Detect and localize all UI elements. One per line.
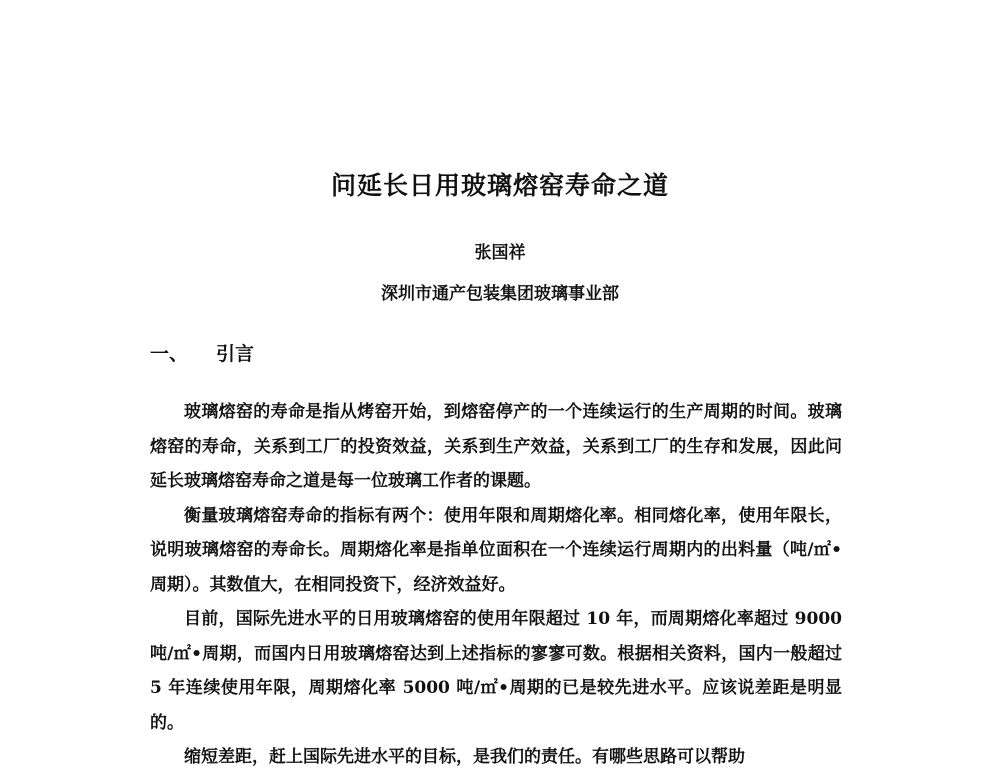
- section-heading: [150, 339, 254, 366]
- paragraph: 衡量玻璃熔窑寿命的指标有两个：使用年限和周期熔化率。相同熔化率，使用年限长，说明玻璃熔窑的寿命长。周期熔化率是指单位面积在一个连续运行周期内的出料量（吨/㎡•周期）。其数值大，在相同投资下，经济效益好。: [150, 505, 842, 595]
- body-text: [150, 395, 842, 775]
- author-affiliation: 深圳市通产包装集团玻璃事业部: [381, 284, 619, 304]
- section-number: 一、: [150, 343, 189, 365]
- paragraph: 玻璃熔窑的寿命是指从烤窑开始，到熔窑停产的一个连续运行的生产周期的时间。玻璃熔窑的寿命，关系到工厂的投资效益，关系到生产效益，关系到工厂的生存和发展，因此问延长玻璃熔窑寿命之道是每一位玻璃工作者的课题。: [150, 402, 842, 491]
- document-title: 问延长日用玻璃熔窑寿命之道: [330, 171, 669, 200]
- author-name: 张国祥: [474, 243, 526, 263]
- paragraph: 目前，国际先进水平的日用玻璃熔窑的使用年限超过 10 年，而周期熔化率超过 9000 吨/㎡•周期，而国内日用玻璃熔窑达到上述指标的寥寥可数。根据相关资料，国内一般超过 5 年连续使用年限，周期熔化率 5000 吨/㎡•周期的已是较先进水平。应该说差距是明显的。: [150, 609, 842, 733]
- paragraph: 缩短差距，赶上国际先进水平的目标，是我们的责任。有哪些思路可以帮助: [184, 747, 745, 767]
- section-title: 引言: [216, 343, 255, 365]
